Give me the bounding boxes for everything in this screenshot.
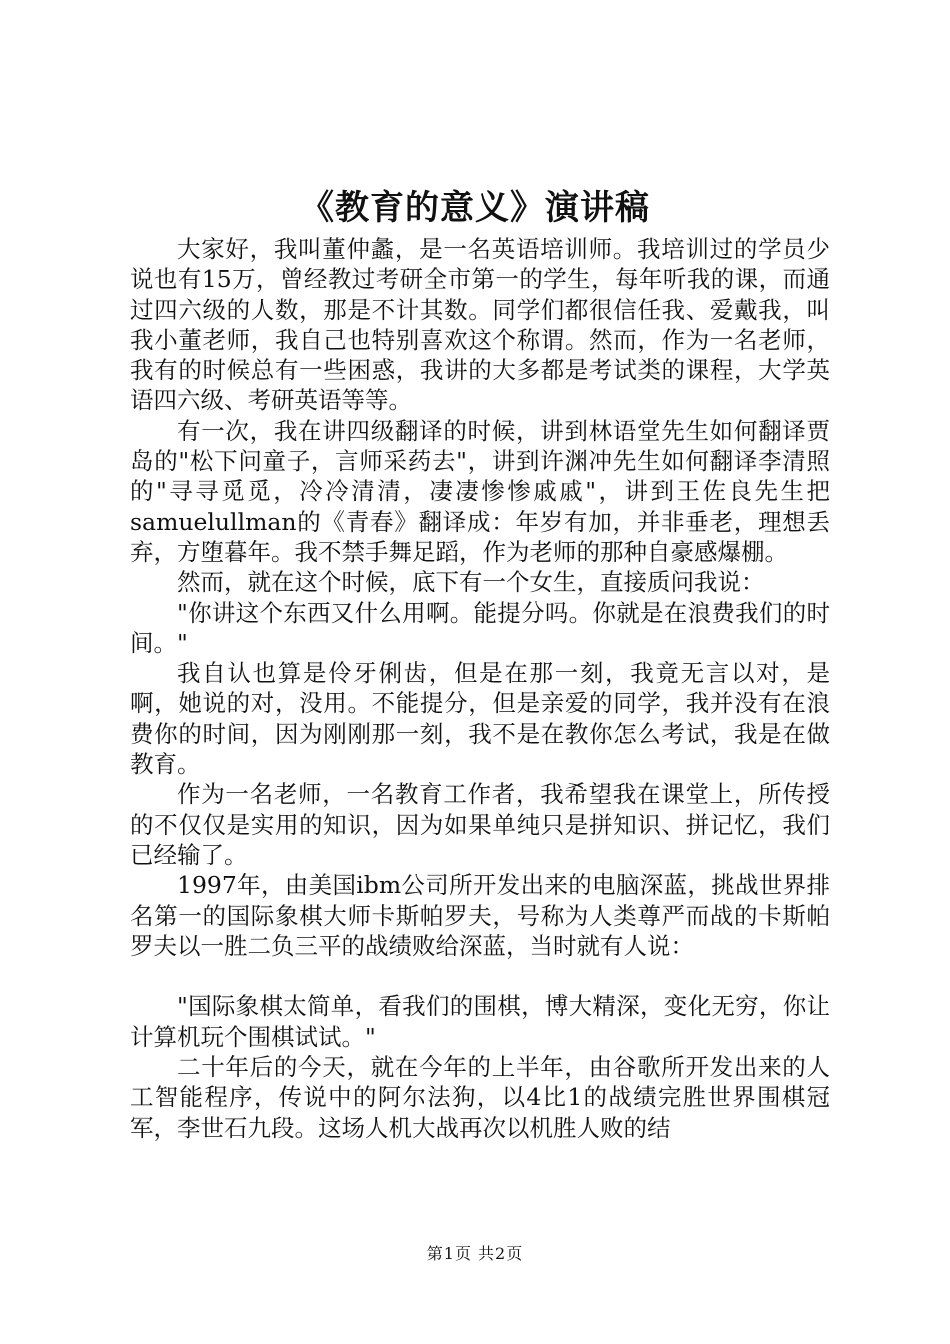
- paragraph: 1997年，由美国ibm公司所开发出来的电脑深蓝，挑战世界排名第一的国际象棋大师卡斯帕罗夫，号称为人类尊严而战的卡斯帕罗夫以一胜二负三平的战绩败给深蓝，当时就有人说：: [130, 871, 830, 960]
- document-title: 《教育的意义》演讲稿: [300, 188, 650, 228]
- paragraph: 大家好，我叫董仲蠡，是一名英语培训师。我培训过的学员少说也有15万，曾经教过考研全市第一的学生，每年听我的课，而通过四六级的人数，那是不计其数。同学们都很信任我、爱戴我，叫我小董老师，我自己也特别喜欢这个称谓。然而，作为一名老师，我有的时候总有一些困惑，我讲的大多都是考试类的课程，大学英语四六级、考研英语等等。: [130, 235, 830, 415]
- paragraph: 有一次，我在讲四级翻译的时候，讲到林语堂先生如何翻译贾岛的"松下问童子，言师采药去"，讲到许渊冲先生如何翻译李清照的"寻寻觅觅，冷冷清清，凄凄惨惨戚戚"，讲到王佐良先生把samuelullman的《青春》翻译成：年岁有加，并非垂老，理想丢弃，方堕暮年。我不禁手舞足蹈，作为老师的那种自豪感爆棚。: [130, 416, 830, 566]
- paragraph: 作为一名老师，一名教育工作者，我希望我在课堂上，所传授的不仅仅是实用的知识，因为如果单纯只是拼知识、拼记忆，我们已经输了。: [130, 780, 830, 869]
- paragraph: 然而，就在这个时候，底下有一个女生，直接质问我说：: [177, 568, 765, 597]
- paragraph: 我自认也算是伶牙俐齿，但是在那一刻，我竟无言以对，是啊，她说的对，没用。不能提分，但是亲爱的同学，我并没有在浪费你的时间，因为刚刚那一刻，我不是在教你怎么考试，我是在做教育。: [130, 659, 830, 779]
- page-footer: 第1页 共2页: [426, 1244, 524, 1263]
- document-body: [130, 234, 830, 1143]
- paragraph: "国际象棋太简单，看我们的围棋，博大精深，变化无穷，你让计算机玩个围棋试试。": [130, 992, 830, 1051]
- blank-line: [130, 961, 830, 991]
- paragraph: "你讲这个东西又什么用啊。能提分吗。你就是在浪费我们的时间。": [130, 598, 830, 657]
- paragraph: 二十年后的今天，就在今年的上半年，由谷歌所开发出来的人工智能程序，传说中的阿尔法狗，以4比1的战绩完胜世界围棋冠军，李世石九段。这场人机大战再次以机胜人败的结: [130, 1053, 830, 1142]
